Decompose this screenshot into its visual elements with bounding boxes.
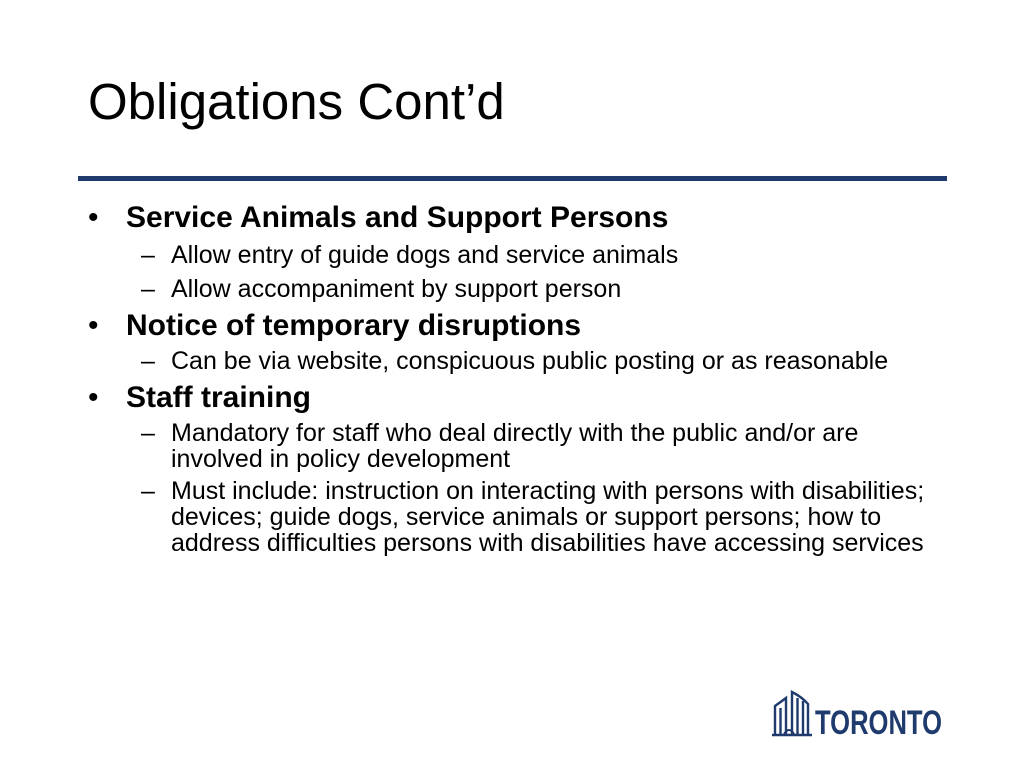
sub-item	[86, 420, 946, 472]
bullet-glyph: •	[88, 381, 99, 414]
title-divider	[78, 176, 947, 181]
sub-text: Must include: instruction on interacting with persons with disabilities; devices; guide dogs, service animals or support persons; how to address difficulties persons with disabilities have accessing services	[171, 477, 925, 557]
sub-item	[86, 242, 946, 268]
sub-item	[86, 348, 946, 374]
slide-title: Obligations Cont’d	[88, 73, 505, 130]
sub-item	[86, 478, 946, 556]
dash-glyph: –	[141, 241, 155, 269]
sub-text: Can be via website, conspicuous public posting or as reasonable	[171, 347, 889, 375]
sub-text: Mandatory for staff who deal directly with the public and/or are involved in policy development	[171, 419, 859, 473]
logo-wordmark: TORONTO	[815, 704, 942, 742]
bullet-text: Notice of temporary disruptions	[126, 309, 582, 342]
bullet-glyph: •	[88, 309, 99, 342]
toronto-logo	[772, 688, 944, 742]
dash-glyph: –	[141, 275, 155, 303]
sub-text: Allow accompaniment by support person	[171, 275, 622, 303]
bullet-glyph: •	[88, 201, 99, 234]
dash-glyph: –	[141, 477, 155, 505]
bullet-item	[86, 380, 946, 416]
bullet-text: Staff training	[126, 381, 311, 414]
dash-glyph: –	[141, 419, 155, 447]
bullet-item	[86, 200, 946, 236]
sub-text: Allow entry of guide dogs and service animals	[171, 241, 679, 269]
dash-glyph: –	[141, 347, 155, 375]
sub-item	[86, 276, 946, 302]
bullet-list	[86, 200, 946, 556]
city-hall-icon	[772, 692, 812, 735]
bullet-text: Service Animals and Support Persons	[126, 201, 669, 234]
bullet-item	[86, 308, 946, 344]
